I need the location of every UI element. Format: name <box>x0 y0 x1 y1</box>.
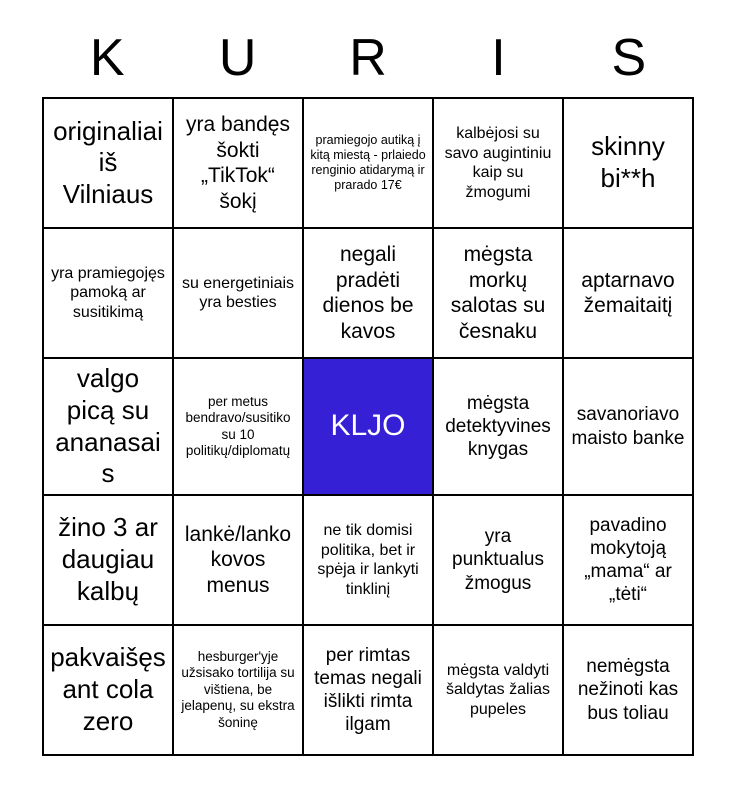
bingo-row <box>43 625 693 755</box>
bingo-cell[interactable]: lankė/lanko kovos menus <box>173 495 303 625</box>
bingo-cell[interactable]: savanoriavo maisto banke <box>563 358 693 495</box>
bingo-cell[interactable]: pakvaišęs ant cola zero <box>43 625 173 755</box>
bingo-cell[interactable]: yra bandęs šokti „TikTok“ šokį <box>173 98 303 228</box>
title-letter-4: I <box>491 29 506 87</box>
bingo-cell[interactable]: per rimtas temas negali išlikti rimta ilgam <box>303 625 433 755</box>
bingo-cell[interactable]: žino 3 ar daugiau kalbų <box>43 495 173 625</box>
bingo-cell[interactable]: hesburger'yje užsisako tortilija su vištiena, be jelapenų, su ekstra šoninę <box>173 625 303 755</box>
bingo-cell[interactable]: aptarnavo žemaitaitį <box>563 228 693 358</box>
bingo-title <box>42 30 694 87</box>
bingo-cell[interactable]: su energetiniais yra besties <box>173 228 303 358</box>
bingo-cell[interactable]: skinny bi**h <box>563 98 693 228</box>
bingo-row <box>43 98 693 228</box>
bingo-cell[interactable]: negali pradėti dienos be kavos <box>303 228 433 358</box>
bingo-cell[interactable]: nemėgsta nežinoti kas bus toliau <box>563 625 693 755</box>
bingo-cell-free[interactable]: KLJO <box>303 358 433 495</box>
bingo-cell[interactable]: mėgsta detektyvines knygas <box>433 358 563 495</box>
bingo-row <box>43 358 693 495</box>
title-letter-2: U <box>218 29 257 87</box>
bingo-row <box>43 495 693 625</box>
bingo-cell[interactable]: valgo picą su ananasais <box>43 358 173 495</box>
bingo-cell[interactable]: originaliai iš Vilniaus <box>43 98 173 228</box>
bingo-cell[interactable]: mėgsta valdyti šaldytas žalias pupeles <box>433 625 563 755</box>
title-letter-3: R <box>349 29 387 87</box>
bingo-cell[interactable]: pramiegojo autiką į kitą miestą - prlaiedo renginio atidarymą ir prarado 17€ <box>303 98 433 228</box>
bingo-cell[interactable]: mėgsta morkų salotas su česnaku <box>433 228 563 358</box>
title-letter-1: K <box>89 29 125 87</box>
bingo-cell[interactable]: pavadino mokytoją „mama“ ar „tėti“ <box>563 495 693 625</box>
title-letter-5: S <box>611 29 647 87</box>
bingo-grid <box>42 97 694 756</box>
bingo-cell[interactable]: per metus bendravo/susitiko su 10 politikų/diplomatų <box>173 358 303 495</box>
bingo-cell[interactable]: yra pramiegojęs pamoką ar susitikimą <box>43 228 173 358</box>
bingo-cell[interactable]: ne tik domisi politika, bet ir spėja ir lankyti tinklinį <box>303 495 433 625</box>
bingo-row <box>43 228 693 358</box>
bingo-cell[interactable]: yra punktualus žmogus <box>433 495 563 625</box>
bingo-cell[interactable]: kalbėjosi su savo augintiniu kaip su žmogumi <box>433 98 563 228</box>
